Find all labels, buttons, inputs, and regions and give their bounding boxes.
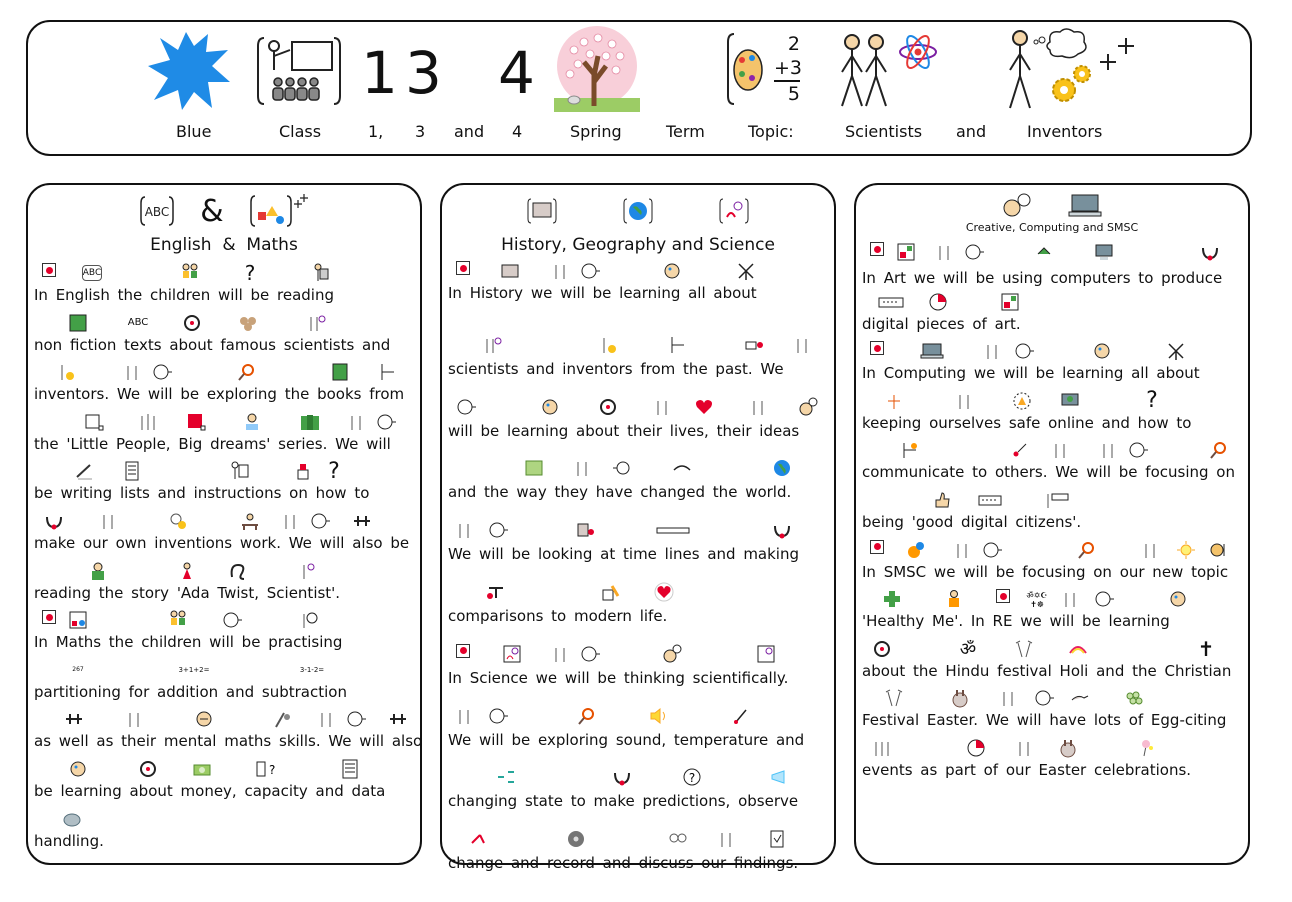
will-clock-icon (488, 706, 508, 726)
we-icon (122, 362, 142, 382)
about-icon (138, 759, 158, 779)
history-text-3: will be learning about their lives, their ideas (448, 421, 800, 440)
lots-icon (1124, 688, 1144, 708)
festival-icon (1014, 639, 1034, 659)
comparisons-icon (486, 582, 506, 602)
will-clock-icon (310, 511, 330, 531)
books-icon (330, 362, 350, 382)
english-line-2 (28, 311, 420, 361)
exploring-icon (236, 362, 256, 382)
about-icon (598, 397, 618, 417)
maths-icon (250, 194, 308, 228)
exploring-icon (576, 706, 596, 726)
their-icon (652, 397, 672, 417)
new-icon (1176, 540, 1196, 560)
class-number-4: 4 (498, 39, 535, 107)
also-icon (388, 709, 408, 729)
others-icon (1050, 440, 1070, 460)
we-icon (792, 335, 812, 355)
art-text-1: In Art we will be using computers to produce (862, 269, 1223, 287)
spring-tree-icon (554, 26, 640, 112)
english-maths-panel (26, 183, 422, 865)
make-icon (44, 511, 64, 531)
looking-icon (576, 520, 596, 540)
we-icon (550, 261, 570, 281)
pieces-icon (928, 292, 948, 312)
learning-icon (1092, 341, 1112, 361)
bullet-icon (456, 644, 470, 658)
art-line-1 (856, 240, 1248, 290)
will-clock-icon (1014, 341, 1034, 361)
safe-icon (1012, 391, 1032, 411)
english-line-6 (28, 509, 420, 559)
from-icon (668, 335, 688, 355)
history-text-5: We will be looking at time lines and making (448, 545, 800, 564)
ourselves-icon (954, 391, 974, 411)
bullet-icon (870, 540, 884, 554)
we-icon (1060, 589, 1080, 609)
easter-icon (950, 688, 970, 708)
computing-icon (920, 341, 944, 361)
smsc-line-5 (856, 736, 1248, 786)
science-text-4: change and record and discuss our findings. (448, 854, 799, 873)
online-icon (1060, 391, 1080, 411)
art-icon (1000, 292, 1020, 312)
svg-text:✝☸: ✝☸ (1030, 600, 1044, 610)
hgs-title: History, Geography and Science (501, 235, 775, 255)
bullet-icon (42, 263, 56, 277)
have-icon (612, 458, 632, 478)
we-icon (952, 540, 972, 560)
english-line-1 (28, 261, 420, 311)
will-clock-icon (488, 520, 508, 540)
writing-icon (74, 461, 94, 481)
we-icon (454, 706, 474, 726)
money-icon (192, 759, 212, 779)
computing-text-4: being 'good digital citizens'. (862, 512, 1082, 531)
me-icon (944, 589, 964, 609)
about-icon (872, 639, 892, 659)
using-icon (1034, 242, 1054, 262)
making-icon (772, 520, 792, 540)
history-geography-science-panel (440, 183, 836, 873)
smsc-line-4 (856, 686, 1248, 736)
bullet-icon (456, 261, 470, 275)
we-icon (982, 341, 1002, 361)
science-text-3: changing state to make predictions, observe (448, 792, 799, 811)
creative-icon (1002, 193, 1032, 219)
text-icon: ABC (127, 317, 149, 329)
inventors-icon (56, 362, 76, 382)
we-icon (998, 688, 1018, 708)
we-icon (550, 644, 570, 664)
their-icon (124, 709, 144, 729)
maths-line-5 (28, 807, 420, 857)
english-text-1: In English the children will be reading (34, 286, 334, 304)
inventors-icon (598, 335, 618, 355)
word-topic: Topic: (748, 122, 794, 141)
word-class: Class (279, 122, 322, 141)
have-icon (1070, 688, 1090, 708)
world-icon (772, 458, 792, 478)
class-number-3: 3 (405, 39, 442, 107)
way-icon (524, 458, 544, 478)
reading-story-icon (88, 561, 108, 581)
computing-text-2: keeping ourselves safe online and how to (862, 413, 1192, 432)
to-icon (1010, 440, 1030, 460)
their-icon (748, 397, 768, 417)
subtraction-icon: 3-1-2= (299, 665, 325, 674)
past-icon (744, 335, 764, 355)
history-text-2: scientists and inventors from the past. We (448, 359, 784, 378)
history-line-5 (442, 508, 834, 570)
ada-icon (178, 561, 198, 581)
svg-text:?: ? (688, 771, 696, 786)
our-icon (716, 829, 736, 849)
science-line-1 (442, 632, 834, 694)
we-icon (316, 709, 336, 729)
svg-text:ॐ✡☪: ॐ✡☪ (1026, 591, 1048, 601)
will-clock-icon (1094, 589, 1114, 609)
will-clock-icon (376, 412, 396, 432)
festival-icon (884, 688, 904, 708)
maths-small-icon (68, 610, 88, 630)
maths-text-1: In Maths the children will be practising (34, 633, 343, 652)
famous-icon (238, 313, 258, 333)
changed-icon (672, 458, 692, 478)
svg-text:ABC: ABC (144, 205, 170, 219)
on-icon (294, 461, 314, 481)
english-line-3 (28, 360, 420, 410)
people-icon (138, 412, 158, 432)
english-abc-icon: ABC (82, 265, 102, 281)
hindu-om-icon: ॐ (959, 638, 977, 660)
ideas-icon (798, 397, 818, 417)
also-icon (352, 511, 372, 531)
we-icon (346, 412, 366, 432)
computing-line-2 (856, 389, 1248, 439)
as-well-as-icon (64, 709, 84, 729)
practising-icon (298, 610, 318, 630)
science-text-1: In Science we will be thinking scientifically. (448, 668, 789, 687)
word-1: 1, (368, 122, 384, 141)
partitioning-icon: 267 (72, 666, 84, 674)
thinking-icon (662, 644, 682, 664)
they-icon (572, 458, 592, 478)
history-text-6: comparisons to modern life. (448, 606, 668, 625)
history-text-1: In History we will be learning all about (448, 284, 757, 302)
will-clock-icon (580, 644, 600, 664)
lives-heart-icon (694, 397, 714, 417)
classroom-icon (256, 32, 342, 110)
scientists-small-icon (482, 335, 502, 355)
word-and-2: and (956, 122, 987, 141)
english-line-7 (28, 559, 420, 609)
class-number-1: 1 (361, 39, 398, 107)
learning-icon (540, 397, 560, 417)
smsc-icon (906, 540, 926, 560)
history-line-3 (442, 385, 834, 447)
geography-icon (623, 197, 653, 225)
smsc-text-2: 'Healthy Me'. In RE we will be learning (862, 612, 1170, 631)
english-text-4: the 'Little People, Big dreams' series. We will (34, 434, 391, 453)
good-thumbs-icon (932, 490, 952, 510)
science-text-2: We will be exploring sound, temperature and (448, 730, 805, 749)
re-icon (1024, 589, 1050, 609)
digital-icon (978, 490, 1002, 510)
english-line-4 (28, 410, 420, 460)
smsc-text-3: about the Hindu festival Holi and the Christian (862, 661, 1232, 680)
sound-icon (648, 706, 668, 726)
communicate-icon (900, 440, 920, 460)
little-icon (84, 412, 104, 432)
word-4: 4 (512, 122, 523, 141)
children-icon (180, 263, 200, 283)
citizens-icon (1044, 490, 1070, 510)
maths-text-3: as well as their mental maths skills. We will also (34, 732, 423, 751)
big-icon (186, 412, 206, 432)
title-banner (26, 20, 1252, 156)
book-icon (68, 313, 88, 333)
english-text-2: non fiction texts about famous scientists and (34, 335, 391, 354)
will-clock-icon (964, 242, 984, 262)
instructions-icon (230, 461, 250, 481)
learning-icon (68, 759, 88, 779)
our-own-icon (98, 511, 118, 531)
we-icon (280, 511, 300, 531)
science-line-4 (442, 817, 834, 879)
christian-cross-icon: ✝ (1197, 636, 1215, 661)
children-icon (168, 610, 188, 630)
english-text-5: be writing lists and instructions on how to (34, 484, 370, 503)
word-scientists: Scientists (845, 122, 923, 141)
word-inventors: Inventors (1027, 122, 1103, 141)
will-clock-icon (1128, 440, 1148, 460)
art-icon (896, 242, 916, 262)
we-icon (1098, 440, 1118, 460)
bullet-icon (42, 610, 56, 624)
ccs-title-icons (856, 191, 1248, 221)
inventor-icon (1000, 28, 1140, 114)
observe-icon (768, 767, 788, 787)
maths-text-4: be learning about money, capacity and data (34, 781, 386, 800)
celebrations-icon (1138, 738, 1158, 758)
focusing-icon (1208, 440, 1228, 460)
all-about-icon (736, 261, 756, 281)
record-icon (566, 829, 586, 849)
learning-icon (1168, 589, 1188, 609)
dreams-icon (242, 412, 262, 432)
scientists-icon (834, 32, 944, 112)
svg-text:?: ? (269, 762, 276, 777)
mental-maths-icon (194, 709, 214, 729)
computing-text-3: communicate to others. We will be focusing on (862, 463, 1235, 482)
smsc-line-1 (856, 538, 1248, 588)
english-text-7: reading the story 'Ada Twist, Scientist'. (34, 583, 341, 602)
english-text-6: make our own inventions work. We will also be (34, 533, 410, 552)
our-icon (1140, 540, 1160, 560)
findings-icon (768, 829, 788, 849)
predictions-icon (682, 767, 702, 787)
part-of-icon (966, 738, 986, 758)
maths-text-2: partitioning for addition and subtraction (34, 682, 347, 701)
how-question-icon: ? (1146, 388, 1158, 414)
bullet-icon (870, 242, 884, 256)
will-clock-icon (222, 610, 242, 630)
our-icon (1014, 738, 1034, 758)
make-icon (612, 767, 632, 787)
word-and: and (454, 122, 485, 141)
history-icon (527, 197, 557, 225)
history-small-icon (500, 261, 520, 281)
holi-icon (1068, 639, 1088, 659)
digital-icon (878, 292, 904, 312)
science-line-3 (442, 755, 834, 817)
history-line-1 (442, 261, 834, 323)
inventions-icon (168, 511, 188, 531)
english-maths-title-icons (28, 193, 420, 229)
maths-line-3 (28, 707, 423, 757)
ccs-title: Creative, Computing and SMSC (965, 221, 1139, 234)
computing-line-1 (856, 339, 1248, 389)
scientifically-icon (756, 644, 776, 664)
word-blue: Blue (176, 122, 212, 141)
capacity-icon (254, 759, 274, 779)
scientists-small-icon (306, 313, 326, 333)
will-clock-icon (456, 397, 476, 417)
maths-text-5: handling. (34, 831, 104, 850)
maths-line-4 (28, 757, 420, 807)
art-text-2: digital pieces of art. (862, 314, 1021, 333)
will-clock-icon (982, 540, 1002, 560)
will-clock-icon (346, 709, 366, 729)
we-icon (454, 520, 474, 540)
learning-icon (662, 261, 682, 281)
work-icon (240, 511, 260, 531)
focusing-icon (1076, 540, 1096, 560)
data-icon (340, 759, 360, 779)
bullet-icon (996, 589, 1010, 603)
we-icon (934, 242, 954, 262)
history-line-4 (442, 446, 834, 508)
smsc-line-2 (856, 587, 1248, 637)
change-icon (468, 829, 488, 849)
reading-icon (310, 263, 330, 283)
twist-icon (228, 561, 248, 581)
word-3: 3 (415, 122, 426, 141)
english-line-5 (28, 459, 420, 509)
computing-line-4 (856, 488, 1248, 538)
maths-line-1 (28, 608, 420, 658)
time-lines-icon (656, 520, 692, 540)
history-text-4: and the way they have changed the world. (448, 483, 792, 502)
history-line-2 (442, 323, 834, 385)
smsc-text-5: events as part of our Easter celebrations. (862, 760, 1192, 779)
maths-line-2 (28, 658, 420, 708)
abc-icon (140, 195, 174, 227)
english-text-3: inventors. We will be exploring the books from (34, 385, 405, 404)
word-term: Term (666, 122, 705, 141)
about-icon (182, 313, 202, 333)
ampersand-symbol: & (200, 193, 224, 229)
word-spring: Spring (570, 122, 622, 141)
smsc-text-4: Festival Easter. We will have lots of Egg-citing (862, 711, 1227, 730)
handling-icon (62, 809, 82, 829)
to-modern-icon (600, 582, 620, 602)
series-icon (300, 412, 320, 432)
computing-text-1: In Computing we will be learning all about (862, 364, 1200, 383)
bullet-icon (870, 341, 884, 355)
computing-line-3 (856, 438, 1248, 488)
will-question-icon: ? (244, 261, 256, 285)
maths-fraction: 2 +3 5 (774, 33, 803, 105)
all-about-icon (1166, 341, 1186, 361)
english-maths-title: English & Maths (150, 235, 298, 255)
will-clock-icon (580, 261, 600, 281)
history-line-6 (442, 570, 834, 632)
smsc-line-3 (856, 637, 1248, 687)
science-icon (719, 197, 749, 225)
changing-icon (496, 767, 516, 787)
scientist-icon (296, 561, 316, 581)
from-icon (378, 362, 398, 382)
computer-icon (1068, 193, 1102, 219)
will-clock-icon (152, 362, 172, 382)
computers-icon (1094, 242, 1114, 262)
life-heart-icon (654, 582, 674, 602)
palette-icon (728, 30, 770, 108)
produce-icon (1200, 242, 1220, 262)
temperature-icon (732, 706, 752, 726)
hgs-title-icons (442, 193, 834, 229)
topic-icon (1210, 540, 1230, 560)
blue-splat-icon (146, 28, 232, 114)
lists-icon (124, 461, 144, 481)
skills-icon (272, 709, 292, 729)
will-clock-icon (1034, 688, 1054, 708)
easter-icon (1058, 738, 1078, 758)
addition-icon: 3+1+2= (178, 665, 210, 674)
events-icon (872, 738, 898, 758)
creative-computing-smsc-panel (854, 183, 1250, 865)
how-question-icon: ? (328, 458, 340, 484)
discuss-icon (668, 829, 688, 849)
smsc-text-1: In SMSC we will be focusing on our new topic (862, 562, 1229, 581)
healthy-icon (882, 589, 902, 609)
science-line-2 (442, 694, 834, 756)
art-line-2 (856, 290, 1248, 340)
science-small-icon (502, 644, 522, 664)
keeping-icon (884, 391, 904, 411)
